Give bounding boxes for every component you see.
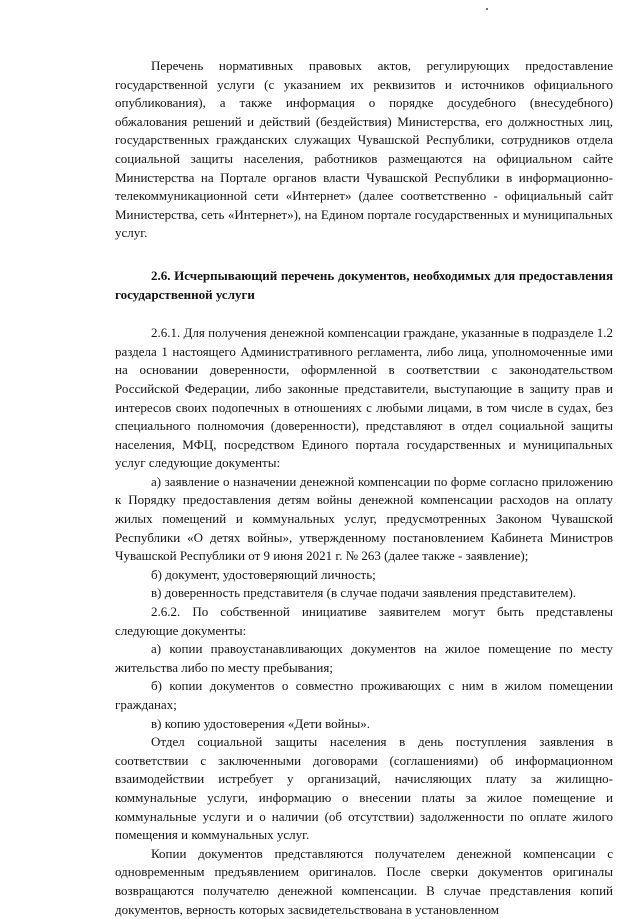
list-item-a-title-documents: а) копии правоустанавливающих документов на жилое помещение по месту жительства либо по месту пребывания;	[115, 641, 613, 675]
paragraph-social-protection-request: Отдел социальной защиты населения в день поступления заявления в соответствии с заключенными договорами (соглашениями) об информационном взаимодействии истребует у организаций, начисляющих плату за жилищно-коммунальные услуги, информацию о внесении платы за жилое помещение и коммунальные услуги и о наличии (об отсутствии) задолженности по оплате жилого помещения и коммунальных услуг.	[115, 734, 613, 843]
list-item-v-certificate-copy: в) копию удостоверения «Дети войны».	[151, 715, 371, 731]
scan-speck	[486, 8, 488, 10]
paragraph-2-6-1: 2.6.1. Для получения денежной компенсации граждане, указанные в подразделе 1.2 раздела 1 настоящего Административного регламента, либо лица, уполномоченные ими на основании доверенности, оформленной в соответствии с законодательством Российской Федерации, либо законные представители, выступающие в защиту прав и интересов своих подопечных в отношениях с любыми лицами, в том числе в судах, без специального полномочия (доверенности), представляют в отдел социальной защиты населения, МФЦ, посредством Единого портала государственных и муниципальных услуг следующие документы:	[115, 325, 613, 471]
intro-paragraph: Перечень нормативных правовых актов, регулирующих предоставление государственной услуги (с указанием их реквизитов и источников официального опубликования), а также информация о порядке досудебного (внесудебного) обжалования решений и действий (бездействия) Министерства, его должностных лиц, государственных гражданских служащих Чувашской Республики, сотрудников отдела социальной защиты населения, работников размещаются на официальном сайте Министерства на Портале органов власти Чувашской Республики в информационно-телекоммуникационной сети «Интернет» (далее соответственно - официальный сайт Министерства, сеть «Интернет»), на Едином портале государственных и муниципальных услуг.	[115, 58, 613, 241]
document-page	[115, 57, 613, 919]
list-item-b-cohabitant-documents: б) копии документов о совместно проживающих с ним в жилом помещении гражданах;	[115, 678, 613, 712]
list-item-a-application: а) заявление о назначении денежной компенсации по форме согласно приложению к Порядку предоставления детям войны денежной компенсации расходов на оплату жилых помещений и коммунальных услуг, предусмотренных Законом Чувашской Республики «О детях войны», утвержденному постановлением Кабинета Министров Чувашской Республики от 9 июня 2021 г. № 263 (далее также - заявление);	[115, 473, 613, 564]
list-item-v-power-of-attorney: в) доверенность представителя (в случае подачи заявления представителем).	[151, 585, 577, 601]
paragraph-2-6-2: 2.6.2. По собственной инициативе заявителем могут быть представлены следующие документы:	[115, 604, 613, 638]
section-heading-2-6: 2.6. Исчерпывающий перечень документов, необходимых для предоставления государственной услуги	[115, 267, 613, 302]
paragraph-document-copies: Копии документов представляются получателем денежной компенсации с одновременным предъявлением оригиналов. После сверки документов оригиналы возвращаются получателю денежной компенсации. В случае представления копий документов, верность которых засвидетельствована в установленном	[115, 845, 613, 917]
list-item-b-identity-document: б) документ, удостоверяющий личность;	[151, 566, 376, 582]
